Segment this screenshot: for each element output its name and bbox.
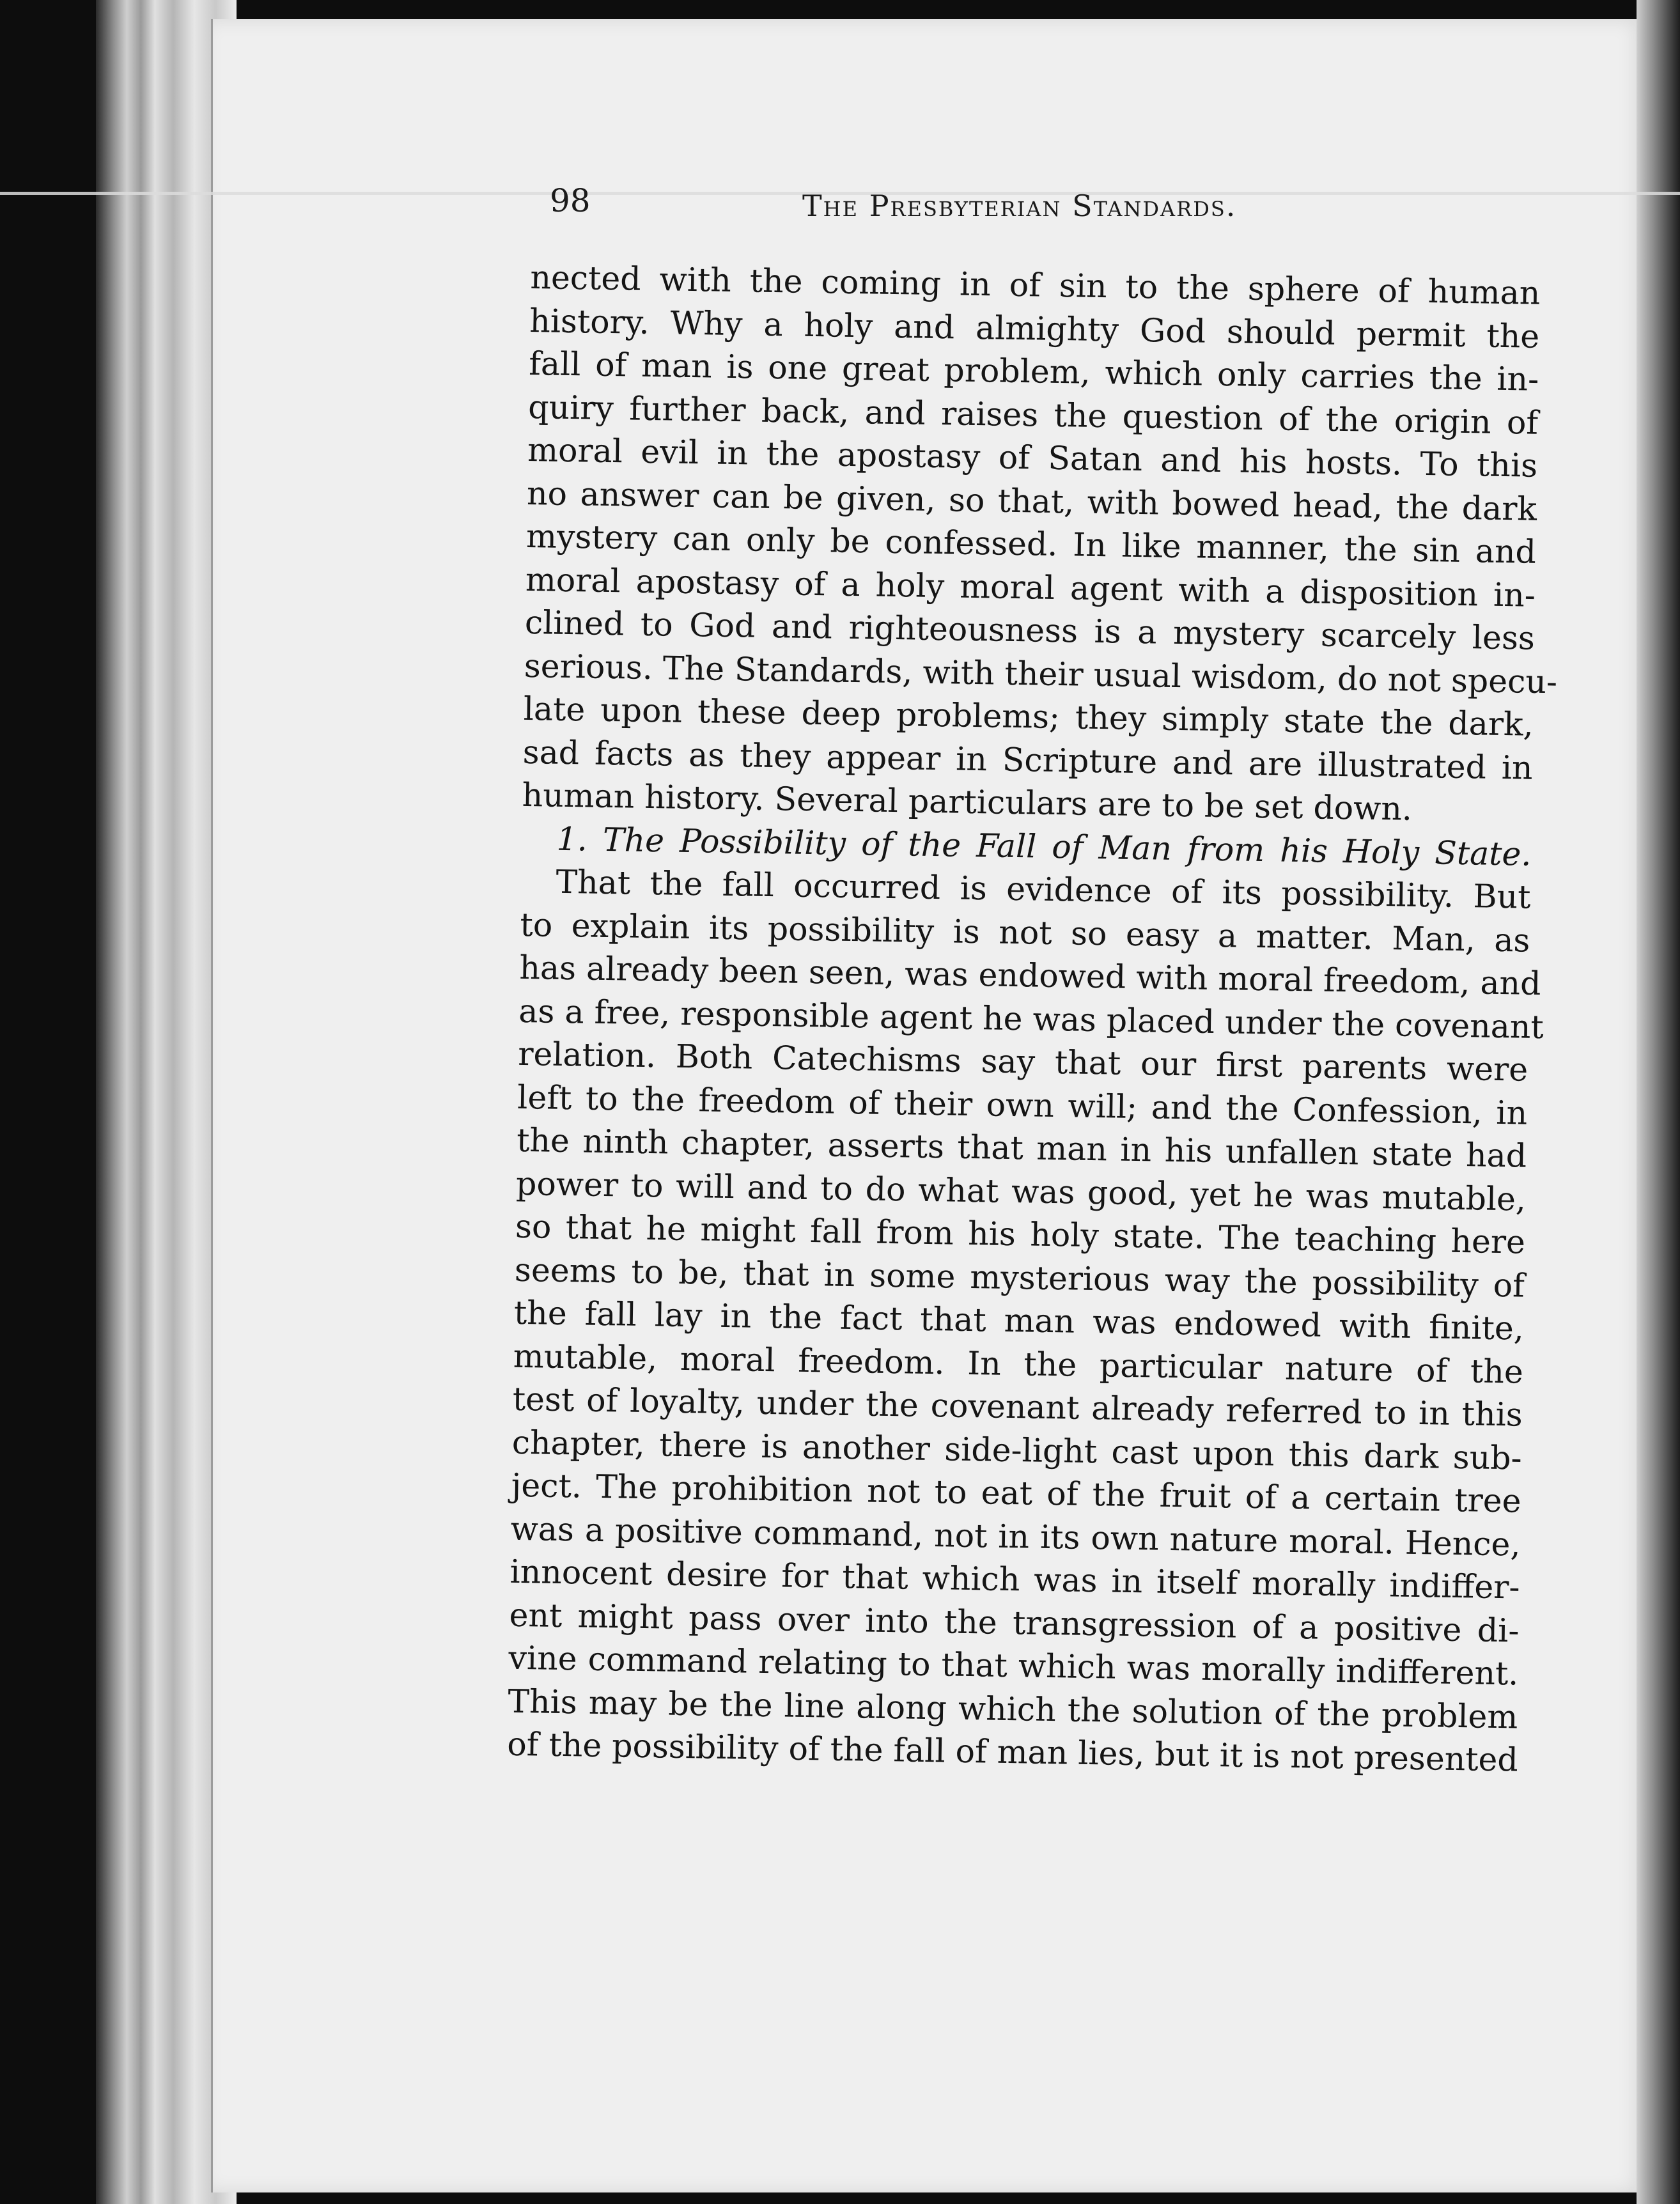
text-line: power to will and to do what was good, yet he was mutable, — [515, 1164, 1527, 1218]
text-line: history. Why a holy and almighty God should permit the — [529, 301, 1540, 355]
text-line: relation. Both Catechisms say that our first parents were — [517, 1034, 1528, 1089]
page-header — [550, 182, 1336, 240]
running-title: The Presbyterian Standards. — [802, 189, 1237, 223]
text-line: chapter, there is another side-light cast upon this dark sub- — [511, 1423, 1523, 1477]
text-line: no answer can be given, so that, with bowed head, the dark — [526, 474, 1537, 528]
text-line: to explain its possibility is not so easy a matter. Man, as — [520, 905, 1530, 959]
text-line: was a positive command, not in its own nature moral. Hence, — [510, 1509, 1521, 1564]
text-line: moral evil in the apostasy of Satan and his hosts. To this — [527, 430, 1538, 485]
text-line: so that he might fall from his holy state. The teaching here — [515, 1207, 1526, 1261]
text-line: ent might pass over into the transgression of a positive di- — [509, 1595, 1520, 1650]
text-line: nected with the coming in of sin to the sphere of human — [530, 258, 1541, 312]
text-line: innocent desire for that which was in itself morally indiffer- — [509, 1552, 1520, 1606]
text-line: the ninth chapter, asserts that man in his unfallen state had — [516, 1121, 1527, 1175]
text-line: mystery can only be confessed. In like manner, the sin and — [525, 516, 1537, 571]
text-line: This may be the line along which the solution of the problem — [508, 1682, 1518, 1736]
text-line: vine command relating to that which was morally indifferent. — [508, 1638, 1519, 1693]
text-line: seems to be, that in some mysterious way the possibility of — [514, 1250, 1525, 1305]
text-line: as a free, responsible agent he was placed under the covenant — [518, 991, 1544, 1046]
text-line: late upon these deep problems; they simply state the dark, — [523, 689, 1534, 743]
text-line: clined to God and righteousness is a mystery scarcely less — [524, 603, 1536, 657]
text-line: has already been seen, was endowed with moral freedom, and — [519, 948, 1541, 1002]
body-text — [506, 256, 1558, 1781]
text-line: ject. The prohibition not to eat of the fruit of a certain tree — [511, 1466, 1522, 1520]
text-line: sad facts as they appear in Scripture and are illustrated in — [522, 733, 1534, 787]
page-number: 98 — [550, 182, 591, 219]
text-line: the fall lay in the fact that man was endowed with finite, — [513, 1293, 1525, 1347]
text-line: left to the freedom of their own will; and the Confession, in — [517, 1078, 1528, 1132]
text-line: moral apostasy of a holy moral agent with a disposition in- — [525, 560, 1536, 614]
text-line: mutable, moral freedom. In the particular nature of the — [513, 1337, 1524, 1391]
page-gutter-shadow — [1637, 0, 1680, 2204]
text-line: human history. Several particulars are to be set down. — [522, 775, 1413, 828]
text-line: quiry further back, and raises the question of the origin of — [527, 387, 1539, 442]
text-line: That the fall occurred is evidence of its possibility. But — [556, 862, 1531, 916]
text-line: test of loyalty, under the covenant already referred to in this — [512, 1379, 1523, 1434]
text-line: serious. The Standards, with their usual wisdom, do not specu- — [524, 646, 1558, 701]
text-line: fall of man is one great problem, which only carries the in- — [528, 344, 1539, 398]
section-heading: 1. The Possibility of the Fall of Man from his Holy State. — [556, 819, 1532, 873]
text-line: of the possibility of the fall of man lies, but it is not presented — [506, 1725, 1519, 1779]
